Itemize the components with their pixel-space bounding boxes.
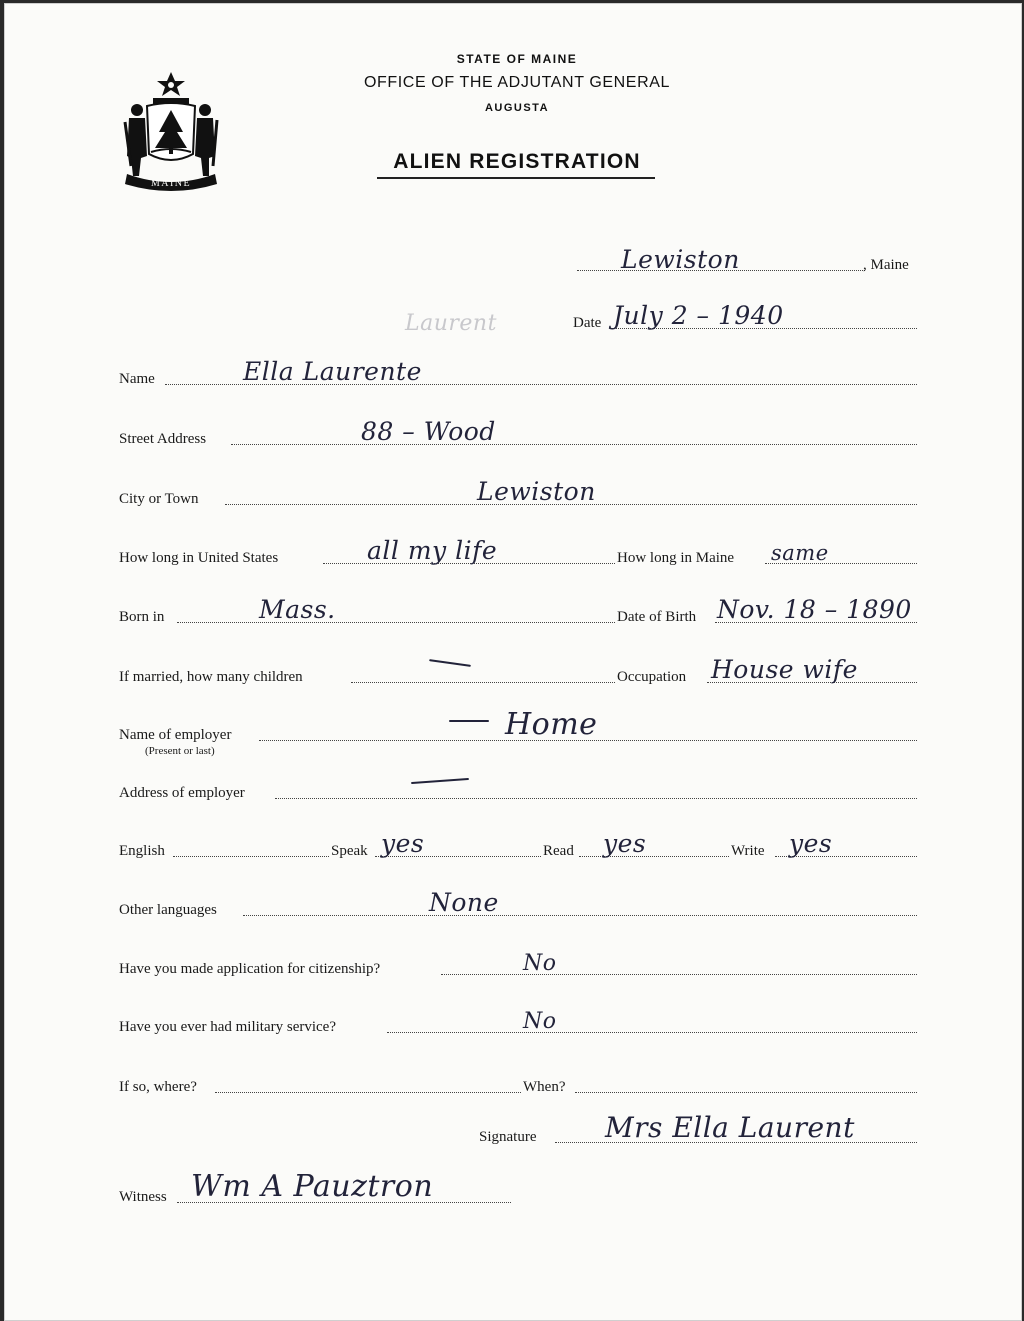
date-row [119,301,919,336]
other-languages-value: None [429,888,499,917]
occupation-label: Occupation [617,669,687,685]
witness-value: Wm A Pauztron [191,1169,434,1204]
children-row [119,655,919,686]
read-value: yes [603,829,647,858]
city-label: City or Town [119,491,199,507]
name-row [119,357,919,388]
seal-banner-text: MAINE [150,178,192,189]
office-heading: OFFICE OF THE ADJUTANT GENERAL [363,74,671,91]
born-row [119,595,919,626]
citizenship-label: Have you made application for citizenship? [119,961,381,977]
how-long-row [119,536,919,567]
signature-label: Signature [479,1129,537,1145]
name-label: Name [119,371,155,387]
state-heading: STATE OF MAINE [456,52,578,66]
employer-address-label: Address of employer [119,785,245,801]
witness-row [119,1169,919,1206]
city-heading: AUGUSTA [484,102,550,114]
name-value: Ella Laurente [243,357,422,386]
citizenship-value: No [523,951,557,976]
employer-sublabel: (Present or last) [145,745,215,757]
employer-label: Name of employer [119,727,232,743]
employer-address-row [119,774,919,802]
location-row [119,246,919,274]
street-row [119,417,919,448]
read-label: Read [543,843,574,859]
title-underline [377,177,655,179]
signature-row [119,1111,959,1146]
maine-state-seal-icon [117,66,225,192]
employer-value: Home [505,707,598,742]
other-languages-row [119,888,919,919]
write-value: yes [789,829,833,858]
when-label: When? [523,1079,566,1095]
born-in-label: Born in [119,609,165,625]
street-value: 88 – Wood [361,417,496,446]
how-long-maine-label: How long in Maine [617,550,735,566]
where-label: If so, where? [119,1079,197,1095]
employer-address-blank-mark [411,778,469,784]
children-blank-mark [429,659,471,667]
english-row [119,829,919,860]
dob-label: Date of Birth [617,609,697,625]
military-value: No [523,1009,557,1034]
occupation-value: House wife [711,655,858,684]
faint-annotation: Laurent [405,311,497,336]
employer-dash [449,720,489,722]
location-label: , Maine [863,257,909,273]
street-label: Street Address [119,431,207,447]
how-long-us-label: How long in United States [119,550,279,566]
where-when-row [119,1068,919,1096]
other-languages-label: Other languages [119,902,217,918]
military-row [119,1008,919,1036]
form-title: ALIEN REGISTRATION [393,150,641,173]
date-value: July 2 – 1940 [613,301,784,330]
speak-label: Speak [331,843,368,859]
city-value: Lewiston [477,477,596,506]
citizenship-row [119,950,919,978]
speak-value: yes [381,829,425,858]
signature-value: Mrs Ella Laurent [605,1111,855,1144]
dob-value: Nov. 18 – 1890 [717,595,912,624]
write-label: Write [731,843,765,859]
city-row [119,477,919,508]
witness-label: Witness [119,1189,167,1205]
born-in-value: Mass. [259,595,336,624]
employer-row [119,707,919,757]
how-long-us-value: all my life [367,536,498,565]
how-long-maine-value: same [771,541,829,565]
registration-form-page [4,3,1022,1321]
location-value: Lewiston [621,245,740,274]
english-label: English [119,843,165,859]
children-label: If married, how many children [119,669,303,685]
date-label: Date [573,315,602,331]
military-label: Have you ever had military service? [119,1019,336,1035]
